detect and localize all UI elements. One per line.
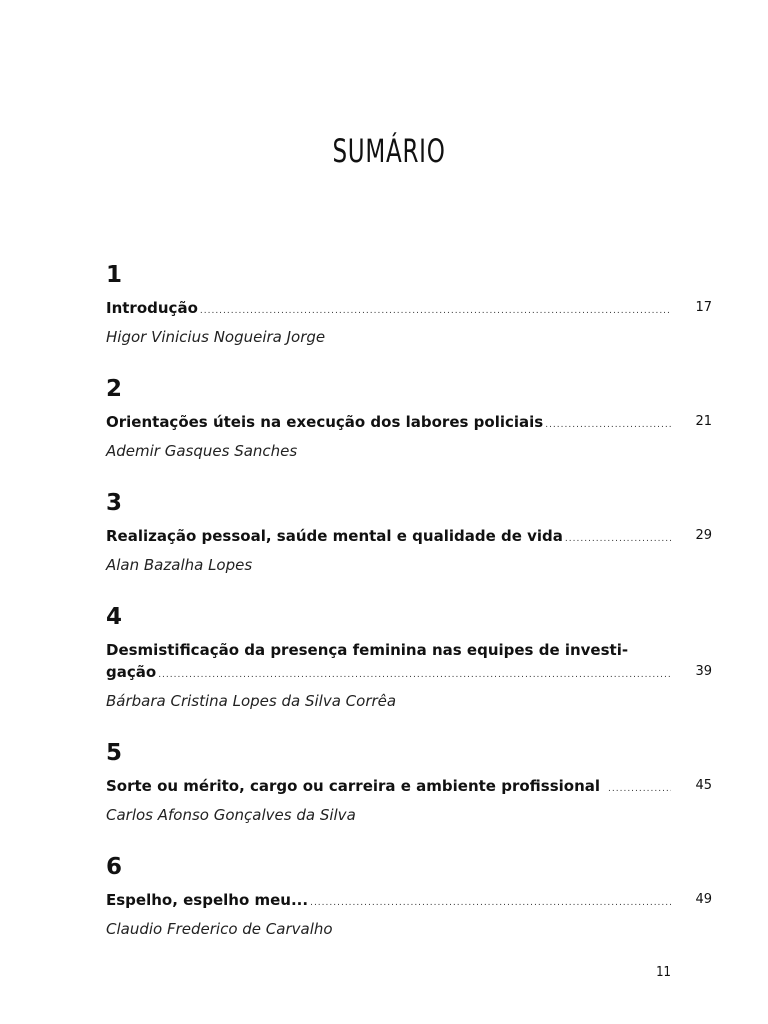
chapter-title[interactable]: Realização pessoal, saúde mental e qualidade de vida [106, 527, 563, 545]
chapter-number: 2 [106, 376, 123, 402]
toc-entry [106, 376, 712, 462]
toc-entry [106, 854, 712, 940]
chapter-number: 4 [106, 604, 123, 630]
toc-entry [106, 262, 712, 348]
toc-entry [106, 490, 712, 576]
chapter-author: Alan Bazalha Lopes [106, 556, 253, 574]
page-number: 49 [695, 892, 712, 907]
toc-entry [106, 740, 712, 826]
chapter-author: Ademir Gasques Sanches [106, 442, 298, 460]
chapter-number: 5 [106, 740, 123, 766]
leader-dots [565, 528, 671, 550]
page-number: 29 [695, 528, 712, 543]
toc-title-row[interactable] [106, 411, 712, 436]
chapter-author: Claudio Frederico de Carvalho [106, 920, 333, 938]
chapter-title[interactable]: Sorte ou mérito, cargo ou carreira e ambiente profissional [106, 777, 601, 795]
page-number: 17 [695, 300, 712, 315]
chapter-title-line1[interactable]: Desmistificação da presença feminina nas equipes de investi- [106, 641, 629, 659]
leader-dots [608, 778, 671, 800]
chapter-number: 1 [106, 262, 123, 288]
chapter-number: 6 [106, 854, 123, 880]
chapter-author: Bárbara Cristina Lopes da Silva Corrêa [106, 692, 397, 710]
leader-dots [310, 892, 671, 914]
leader-dots [545, 414, 671, 436]
chapter-title[interactable]: Orientações úteis na execução dos labores policiais [106, 413, 544, 431]
chapter-title[interactable]: Introdução [106, 299, 198, 317]
chapter-author: Higor Vinicius Nogueira Jorge [106, 328, 326, 346]
chapter-author: Carlos Afonso Gonçalves da Silva [106, 806, 356, 824]
toc-title-row[interactable] [106, 639, 712, 686]
folio-page-number: 11 [656, 965, 671, 980]
toc-title-row[interactable] [106, 775, 712, 800]
leader-dots [200, 300, 671, 322]
page-title: SUMÁRIO [332, 132, 446, 170]
chapter-title-line2[interactable]: gação [106, 663, 157, 681]
page-number: 21 [695, 414, 712, 429]
page-number: 45 [695, 778, 712, 793]
toc-title-row[interactable] [106, 525, 712, 550]
leader-dots [158, 664, 671, 686]
toc-title-row[interactable] [106, 297, 712, 322]
page-number: 39 [695, 664, 712, 679]
chapter-number: 3 [106, 490, 123, 516]
chapter-title[interactable]: Espelho, espelho meu... [106, 891, 309, 909]
toc-title-row[interactable] [106, 889, 712, 914]
toc-entry [106, 604, 712, 712]
